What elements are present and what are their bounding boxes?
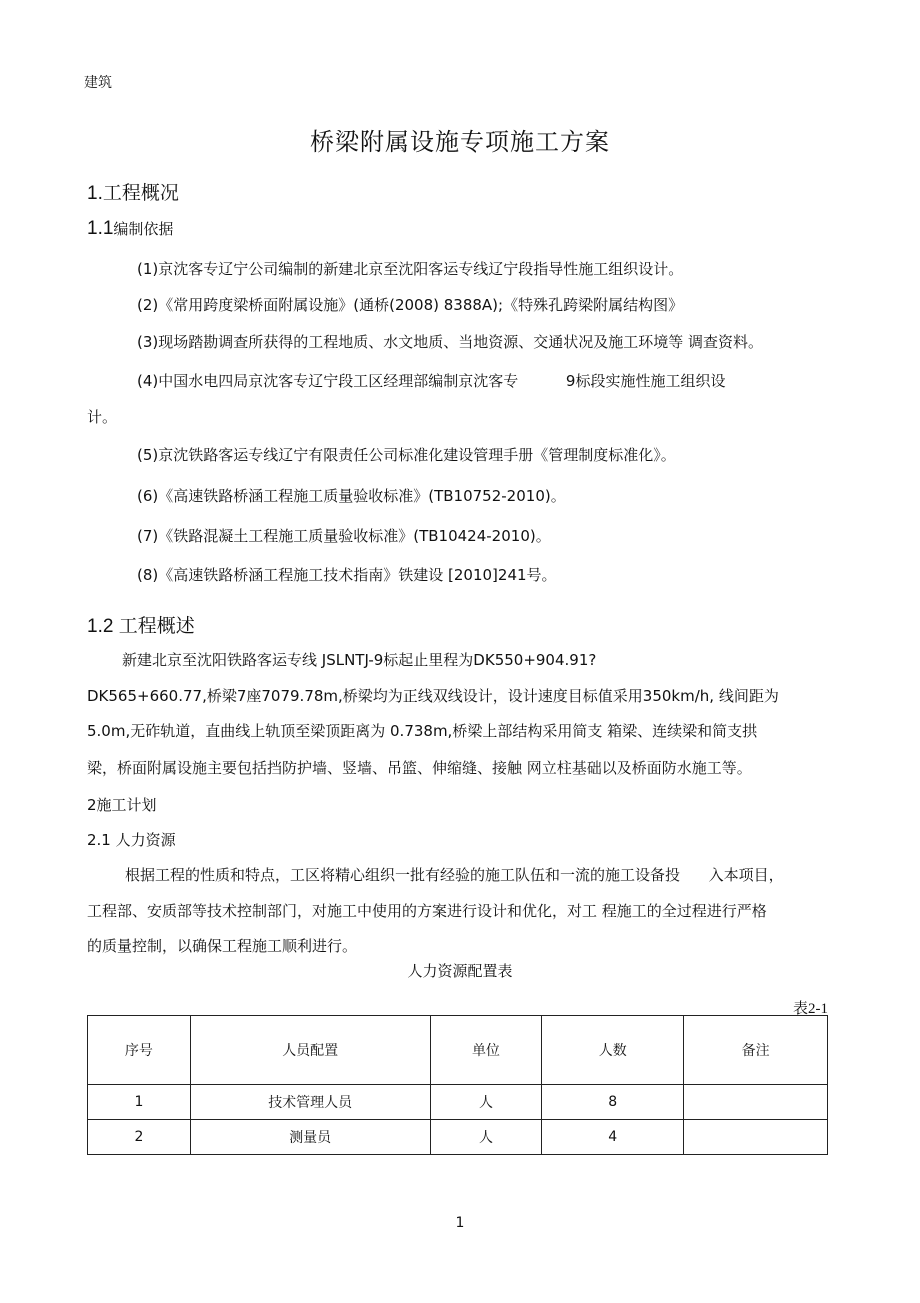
section-heading-1-1 [87, 218, 173, 240]
table-cell [684, 1120, 828, 1155]
table-cell: 4 [542, 1120, 684, 1155]
table-cell: 人 [430, 1085, 542, 1120]
reference-item-continued: 计。 [87, 408, 118, 426]
reference-item: (6)《高速铁路桥涵工程施工质量验收标准》(TB10752-2010)。 [137, 487, 566, 505]
table-number: 表2-1 [793, 1001, 828, 1017]
hr-paragraph-line: 根据工程的性质和特点，工区将精心组织一批有经验的施工队伍和一流的施工设备投 入本项目， [125, 866, 784, 884]
reference-item: (4)中国水电四局京沈客专辽宁段工区经理部编制京沈客专 9标段实施性施工组织设 [137, 372, 726, 390]
hr-paragraph-line: 工程部、安质部等技术控制部门，对施工中使用的方案进行设计和优化，对工 程施工的全过程进行严格 [87, 902, 767, 920]
page-header: 建筑 [84, 75, 112, 91]
table-caption: 人力资源配置表 [407, 962, 513, 980]
section-number: 1.1 [87, 218, 114, 239]
table-header-cell: 人员配置 [190, 1016, 430, 1085]
table-cell: 8 [542, 1085, 684, 1120]
reference-item: (5)京沈铁路客运专线辽宁有限责任公司标准化建设管理手册《管理制度标准化》。 [137, 446, 676, 464]
table-header-cell: 备注 [684, 1016, 828, 1085]
reference-item: (3)现场踏勘调查所获得的工程地质、水文地质、当地资源、交通状况及施工环境等 调查资料。 [137, 333, 764, 351]
staff-table [87, 1015, 828, 1155]
reference-item: (1)京沈客专辽宁公司编制的新建北京至沈阳客运专线辽宁段指导性施工组织设计。 [137, 260, 684, 278]
table-cell: 1 [88, 1085, 191, 1120]
table-header-cell: 人数 [542, 1016, 684, 1085]
reference-item: (8)《高速铁路桥涵工程施工技术指南》铁建设 [2010]241号。 [137, 566, 557, 584]
section-heading-1-2: 1.2 工程概述 [87, 616, 195, 637]
overview-line: 梁，桥面附属设施主要包括挡防护墙、竖墙、吊篮、伸缩缝、接触 网立柱基础以及桥面防水施工等。 [87, 759, 752, 777]
table-cell: 2 [88, 1120, 191, 1155]
overview-line: DK565+660.77,桥梁7座7079.78m,桥梁均为正线双线设计，设计速度目标值采用350km/h, 线间距为 [87, 687, 779, 705]
section-heading-2: 2施工计划 [87, 796, 157, 814]
table-row [88, 1120, 828, 1155]
table-cell [684, 1085, 828, 1120]
document-title: 桥梁附属设施专项施工方案 [310, 128, 610, 156]
overview-line: 新建北京至沈阳铁路客运专线 JSLNTJ-9标起止里程为DK550+904.91? [122, 651, 597, 669]
section-title: 编制依据 [113, 221, 174, 238]
overview-line: 5.0m,无砟轨道，直曲线上轨顶至梁顶距离为 0.738m,桥梁上部结构采用简支 箱梁、连续梁和简支拱 [87, 722, 758, 740]
table-row [88, 1085, 828, 1120]
section-heading-2-1: 2.1 人力资源 [87, 831, 176, 849]
table-header-cell: 序号 [88, 1016, 191, 1085]
table-header-row [88, 1016, 828, 1085]
page-number: 1 [455, 1215, 465, 1231]
reference-item: (2)《常用跨度梁桥面附属设施》(通桥(2008) 8388A);《特殊孔跨梁附属结构图》 [137, 296, 684, 314]
hr-paragraph-line: 的质量控制，以确保工程施工顺利进行。 [87, 937, 358, 955]
table-cell: 技术管理人员 [190, 1085, 430, 1120]
table-cell: 测量员 [190, 1120, 430, 1155]
section-heading-1: 1.工程概况 [87, 183, 179, 204]
table-cell: 人 [430, 1120, 542, 1155]
table-header-cell: 单位 [430, 1016, 542, 1085]
reference-item: (7)《铁路混凝土工程施工质量验收标准》(TB10424-2010)。 [137, 527, 551, 545]
